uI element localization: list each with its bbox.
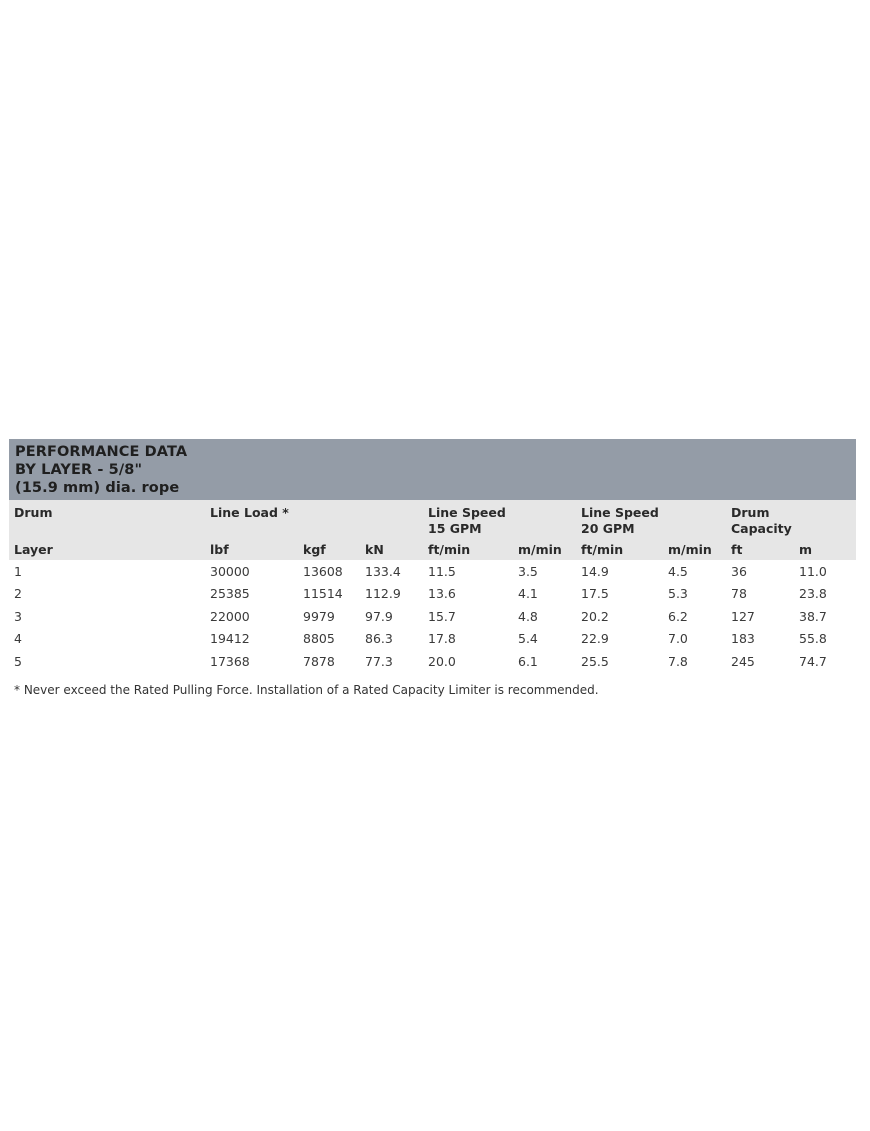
cell-layer: 4 xyxy=(14,631,22,647)
table-footnote: * Never exceed the Rated Pulling Force. Installation of a Rated Capacity Limiter is recommended. xyxy=(14,683,599,697)
cell-lbf: 19412 xyxy=(210,631,250,647)
cell-m-min-15: 4.1 xyxy=(518,586,538,602)
cell-ft-min-15: 17.8 xyxy=(428,631,456,647)
cell-m: 11.0 xyxy=(799,564,827,579)
cell-ft-min-20: 22.9 xyxy=(581,631,609,647)
cell-ft-min-20: 20.2 xyxy=(581,608,609,624)
table-row xyxy=(9,560,856,582)
cell-ft: 127 xyxy=(731,608,755,624)
cell-layer: 2 xyxy=(14,586,22,602)
unit-header-kn: kN xyxy=(365,542,384,557)
unit-header-m-min-20: m/min xyxy=(668,542,712,557)
cell-kgf: 9979 xyxy=(303,608,335,624)
cell-ft-min-15: 20.0 xyxy=(428,653,456,669)
cell-lbf: 30000 xyxy=(210,564,250,579)
cell-lbf: 22000 xyxy=(210,608,250,624)
cell-m: 55.8 xyxy=(799,631,827,647)
unit-header-layer: Layer xyxy=(14,542,53,557)
cell-kn: 77.3 xyxy=(365,653,393,669)
header-drum: Drum xyxy=(14,505,53,520)
table-row xyxy=(9,582,856,604)
table-header xyxy=(9,500,856,560)
cell-ft: 183 xyxy=(731,631,755,647)
cell-m-min-15: 4.8 xyxy=(518,608,538,624)
unit-header-ft: ft xyxy=(731,542,743,557)
cell-ft-min-15: 15.7 xyxy=(428,608,456,624)
unit-header-kgf: kgf xyxy=(303,542,326,557)
cell-ft: 245 xyxy=(731,653,755,669)
cell-lbf: 17368 xyxy=(210,653,250,669)
cell-kgf: 8805 xyxy=(303,631,335,647)
table-row xyxy=(9,627,856,649)
cell-m-min-15: 3.5 xyxy=(518,564,538,579)
cell-m-min-15: 6.1 xyxy=(518,653,538,669)
cell-kn: 133.4 xyxy=(365,564,401,579)
unit-header-lbf: lbf xyxy=(210,542,229,557)
cell-ft-min-20: 14.9 xyxy=(581,564,609,579)
cell-m: 38.7 xyxy=(799,608,827,624)
unit-header-m-min-15: m/min xyxy=(518,542,562,557)
cell-layer: 3 xyxy=(14,608,22,624)
table-title-line: BY LAYER - 5/8" xyxy=(15,462,143,478)
cell-m-min-20: 7.8 xyxy=(668,653,688,669)
cell-ft-min-20: 17.5 xyxy=(581,586,609,602)
cell-ft: 36 xyxy=(731,564,747,579)
header-drum-capacity: Drum Capacity xyxy=(731,505,792,536)
cell-ft-min-15: 13.6 xyxy=(428,586,456,602)
cell-m-min-20: 6.2 xyxy=(668,608,688,624)
table-title-line: (15.9 mm) dia. rope xyxy=(15,480,180,496)
cell-m: 23.8 xyxy=(799,586,827,602)
cell-kn: 97.9 xyxy=(365,608,393,624)
cell-m-min-20: 4.5 xyxy=(668,564,688,579)
cell-ft-min-15: 11.5 xyxy=(428,564,456,579)
cell-m-min-20: 5.3 xyxy=(668,586,688,602)
cell-m: 74.7 xyxy=(799,653,827,669)
cell-ft: 78 xyxy=(731,586,747,602)
cell-m-min-15: 5.4 xyxy=(518,631,538,647)
table-body xyxy=(9,560,856,672)
table-title-bar xyxy=(9,439,856,500)
header-line-load: Line Load * xyxy=(210,505,289,520)
unit-header-m: m xyxy=(799,542,813,557)
table-title-line: PERFORMANCE DATA xyxy=(15,444,188,460)
table-row xyxy=(9,605,856,627)
cell-kn: 112.9 xyxy=(365,586,401,602)
unit-header-ft-min-15: ft/min xyxy=(428,542,471,557)
header-line-speed-15gpm: Line Speed 15 GPM xyxy=(428,505,506,536)
table-row xyxy=(9,650,856,672)
cell-layer: 5 xyxy=(14,653,22,669)
cell-kgf: 13608 xyxy=(303,564,343,579)
performance-data-table xyxy=(9,439,856,672)
cell-kgf: 11514 xyxy=(303,586,343,602)
unit-header-ft-min-20: ft/min xyxy=(581,542,624,557)
cell-kgf: 7878 xyxy=(303,653,335,669)
header-line-speed-20gpm: Line Speed 20 GPM xyxy=(581,505,659,536)
cell-m-min-20: 7.0 xyxy=(668,631,688,647)
cell-lbf: 25385 xyxy=(210,586,250,602)
cell-ft-min-20: 25.5 xyxy=(581,653,609,669)
cell-kn: 86.3 xyxy=(365,631,393,647)
cell-layer: 1 xyxy=(14,564,22,579)
